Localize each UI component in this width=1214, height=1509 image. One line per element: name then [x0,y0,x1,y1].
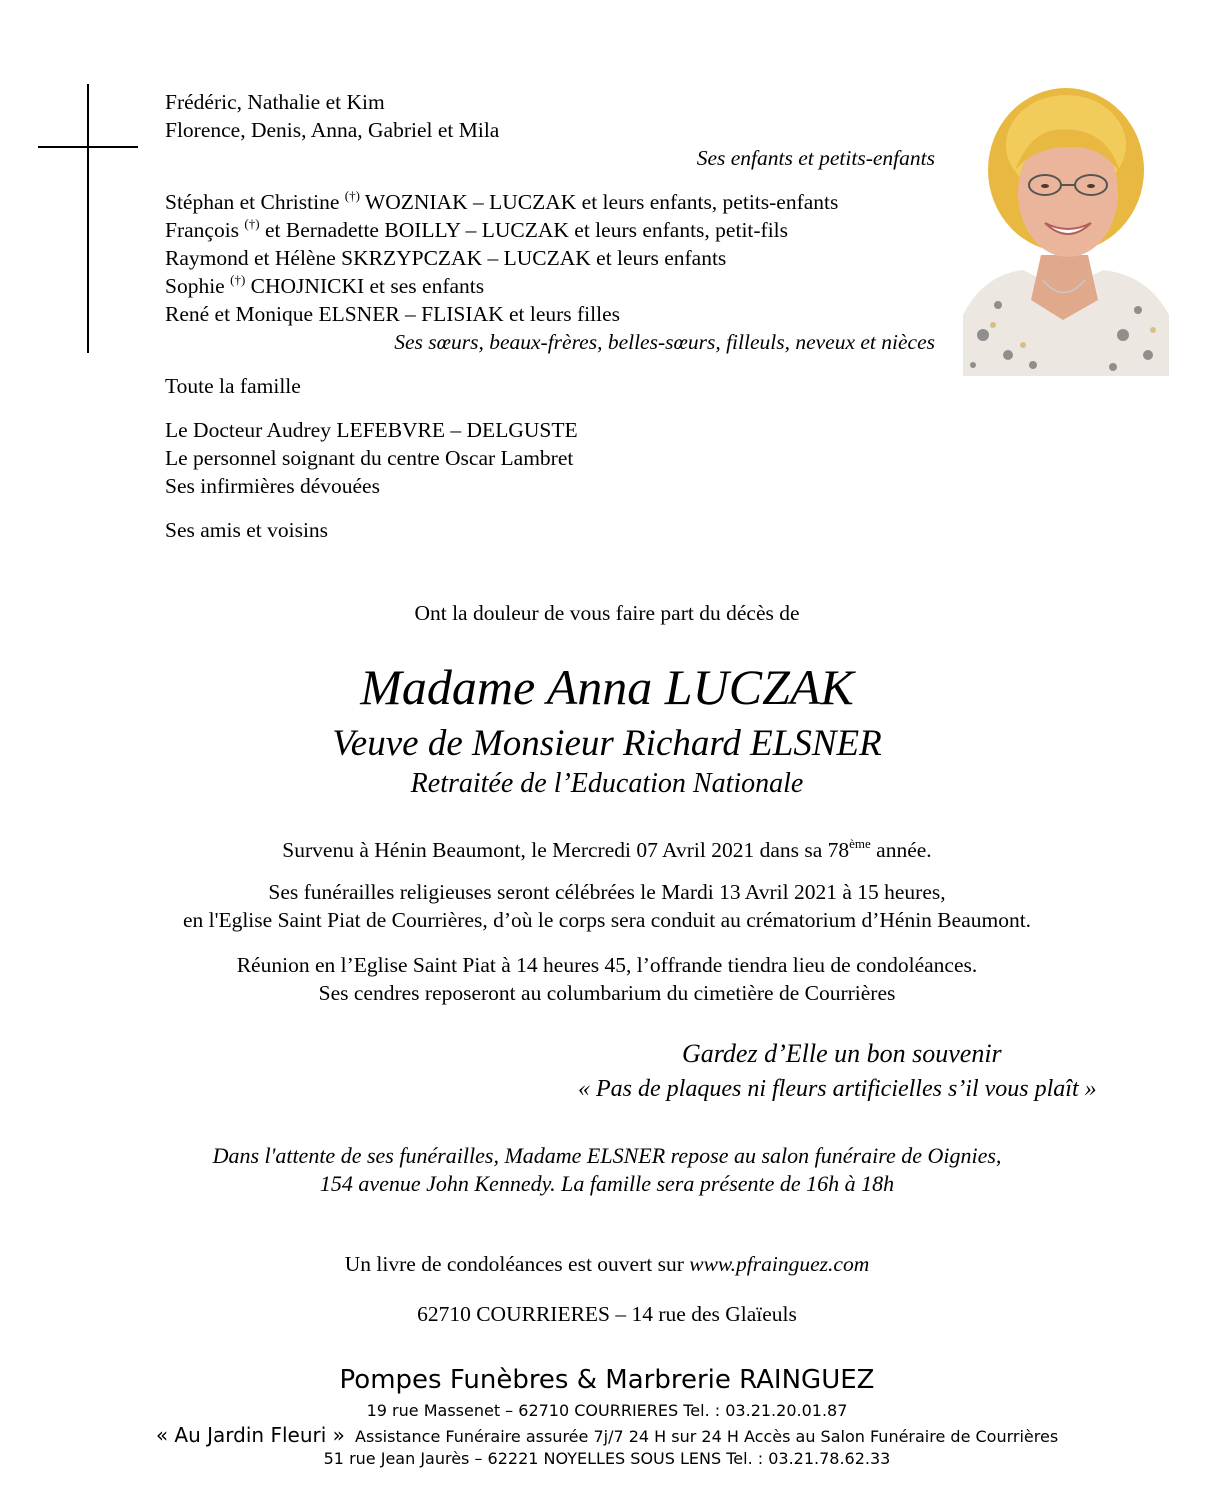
sibling-line-2: François (†) et Bernadette BOILLY – LUCZAK et leurs enfants, petit-fils [165,216,789,242]
care-line-2: Le personnel soignant du centre Oscar Lambret [165,446,574,470]
funeral-line-2: en l'Eglise Saint Piat de Courrières, d’où le corps sera conduit au crématorium d’Hénin Beaumont. [182,908,1032,932]
children-caption: Ses enfants et petits-enfants [696,146,935,170]
friends-line: Ses amis et voisins [165,518,329,542]
sibling-line-4: Sophie (†) CHOJNICKI et ses enfants [165,272,485,298]
whole-family: Toute la famille [165,374,301,398]
rest-line-2: 154 avenue John Kennedy. La famille sera présente de 16h à 18h [319,1171,895,1196]
company-address-1: 19 rue Massenet – 62710 COURRIERES Tel. : 03.21.20.01.87 [366,1401,848,1420]
care-line-3: Ses infirmières dévouées [165,474,380,498]
announcement-intro: Ont la douleur de vous faire part du décès de [414,601,800,625]
care-line-1: Le Docteur Audrey LEFEBVRE – DELGUSTE [165,418,578,442]
condolence-book-line: Un livre de condoléances est ouvert sur www.pfrainguez.com [344,1252,870,1276]
siblings-caption: Ses sœurs, beaux-frères, belles-sœurs, filleuls, neveux et nièces [394,330,935,354]
meeting-line-2: Ses cendres reposeront au columbarium du cimetière de Courrières [318,981,896,1005]
sibling-line-3: Raymond et Hélène SKRZYPCZAK – LUCZAK et leurs enfants [165,246,727,270]
children-line-1: Frédéric, Nathalie et Kim [165,90,385,114]
portrait-photo [963,85,1169,376]
death-line: Survenu à Hénin Beaumont, le Mercredi 07 Avril 2021 dans sa 78ème année. [282,836,932,862]
jardin-fleuri: « Au Jardin Fleuri » [155,1423,345,1447]
rest-line-1: Dans l'attente de ses funérailles, Madame ELSNER repose au salon funéraire de Oignies, [212,1143,1002,1168]
assistance-text: Assistance Funéraire assurée 7j/7 24 H sur 24 H Accès au Salon Funéraire de Courrières [355,1427,1059,1446]
meeting-line-1: Réunion en l’Eglise Saint Piat à 14 heures 45, l’offrande tiendra lieu de condoléances. [236,953,978,977]
condolence-url-link[interactable]: www.pfrainguez.com [689,1252,870,1276]
sibling-line-1: Stéphan et Christine (†) WOZNIAK – LUCZAK et leurs enfants, petits-enfants [165,188,839,214]
funeral-line-1: Ses funérailles religieuses seront célébrées le Mardi 13 Avril 2021 à 15 heures, [268,880,946,904]
widow-of: Veuve de Monsieur Richard ELSNER [332,723,882,764]
sibling-line-5: René et Monique ELSNER – FLISIAK et leurs filles [165,302,621,326]
company-address-2: 51 rue Jean Jaurès – 62221 NOYELLES SOUS LENS Tel. : 03.21.78.62.33 [323,1449,891,1468]
no-plaques-line: « Pas de plaques ni fleurs artificielles s’il vous plaît » [578,1076,1097,1102]
children-line-2: Florence, Denis, Anna, Gabriel et Mila [165,118,500,142]
deceased-name: Madame Anna LUCZAK [360,659,854,715]
company-name: Pompes Funèbres & Marbrerie RAINGUEZ [339,1365,875,1395]
family-address: 62710 COURRIERES – 14 rue des Glaïeuls [417,1302,797,1326]
profession: Retraitée de l’Education Nationale [410,768,804,799]
memory-line: Gardez d’Elle un bon souvenir [682,1039,1002,1068]
assistance-line [0,1423,1214,1447]
